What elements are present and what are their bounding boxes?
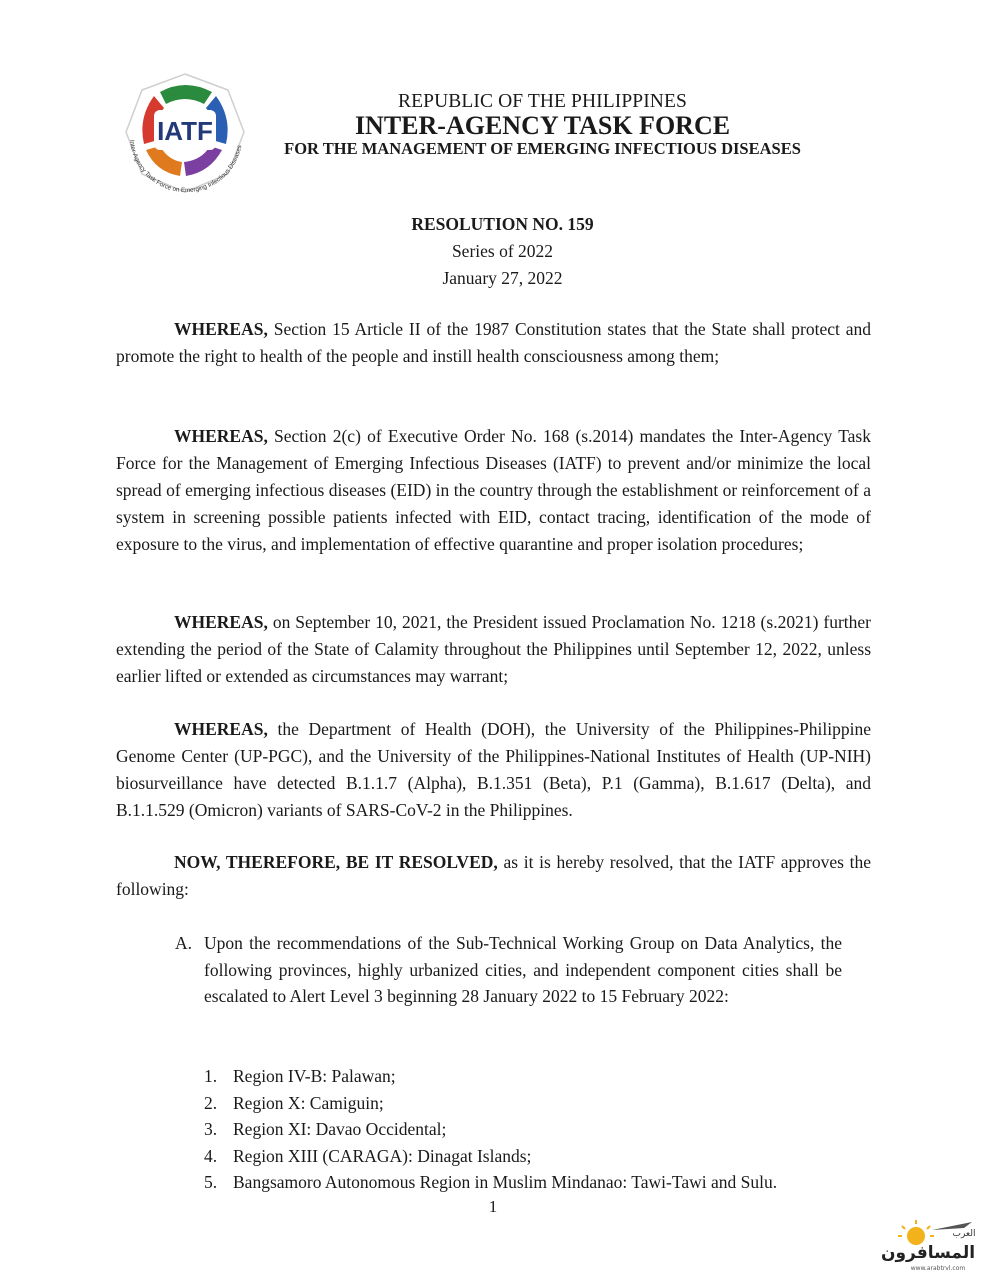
watermark-title-small: العرب (952, 1229, 976, 1239)
item-a-label: A. (175, 933, 193, 953)
list-text: Region IV-B: Palawan; (233, 1066, 396, 1086)
region-list (204, 1063, 777, 1196)
paragraph-text: Section 2(c) of Executive Order No. 168 (s.2014) mandates the Inter-Agency Task Force for the Management of Emerging Infectious Diseases (IATF) to prevent and/or minimize the local spread of emerging infectious diseases (EID) in the country through the establishment or reinforcement of a system in screening possible patients infected with EID, contact tracing, identification of the mode of exposure to the virus, and implementation of effective quarantine and proper isolation procedures; (116, 426, 871, 554)
list-text: Region X: Camiguin; (233, 1092, 384, 1113)
list-text: Bangsamoro Autonomous Region in Muslim Mindanao: Tawi-Tawi and Sulu. (233, 1172, 778, 1192)
resolution-title: RESOLUTION NO. 159 (411, 214, 594, 234)
list-item (204, 1143, 777, 1170)
item-a (175, 930, 842, 1010)
resolution-heading (0, 211, 989, 292)
paragraph-lead: NOW, THEREFORE, BE IT RESOLVED, (174, 852, 498, 872)
whereas-paragraph-2 (116, 423, 871, 558)
whereas-paragraph-1 (116, 316, 871, 370)
header-republic: REPUBLIC OF THE PHILIPPINES (398, 91, 687, 112)
watermark-title: المسافرون (880, 1243, 976, 1263)
resolution-series: Series of 2022 (451, 241, 554, 261)
list-item (204, 1116, 777, 1143)
page-number: 1 (488, 1197, 498, 1216)
whereas-paragraph-3 (116, 609, 871, 690)
whereas-paragraph-4 (116, 716, 871, 824)
iatf-logo (120, 70, 250, 200)
list-number: 2. (204, 1092, 218, 1113)
list-number: 4. (204, 1145, 218, 1166)
list-number: 1. (204, 1066, 218, 1086)
resolution-date: January 27, 2022 (442, 268, 563, 288)
header-agency: INTER-AGENCY TASK FORCE (354, 111, 731, 140)
list-number: 5. (204, 1172, 218, 1192)
item-a-text: Upon the recommendations of the Sub-Technical Working Group on Data Analytics, the following provinces, highly urbanized cities, and independent component cities shall be escalated to Alert Level 3 beginning 28 January 2022 to 15 February 2022: (204, 933, 842, 1006)
list-text: Region XIII (CARAGA): Dinagat Islands; (233, 1145, 532, 1166)
header-mandate: FOR THE MANAGEMENT OF EMERGING INFECTIOUS DISEASES (284, 139, 801, 158)
letterhead (255, 92, 830, 158)
logo-ring-text: Inter-Agency Task Force on Emerging Infectious Diseases (127, 139, 244, 195)
resolved-paragraph (116, 849, 871, 903)
paragraph-text: Section 15 Article II of the 1987 Constitution states that the State shall protect and promote the right to health of the people and instill health consciousness among them; (116, 319, 871, 366)
list-number: 3. (204, 1119, 218, 1139)
watermark-url: www.arabtrvl.com (910, 1265, 966, 1272)
paragraph-text: the Department of Health (DOH), the University of the Philippines-Philippine Genome Center (UP-PGC), and the University of the Philippines-National Institutes of Health (UP-NIH) biosurveillance have detected B.1.1.7 (Alpha), B.1.351 (Beta), P.1 (Gamma), B.1.617 (Delta), and B.1.1.529 (Omicron) variants of SARS-CoV-2 in the Philippines. (116, 719, 871, 820)
paragraph-lead: WHEREAS, (174, 426, 268, 446)
logo-mark-text: IATF (157, 116, 213, 146)
list-item (204, 1090, 777, 1117)
watermark-logo (872, 1206, 982, 1274)
paragraph-lead: WHEREAS, (174, 612, 268, 632)
paragraph-lead: WHEREAS, (174, 319, 268, 339)
paragraph-text: as it is hereby resolved, that the IATF approves the following: (116, 852, 871, 899)
list-item (204, 1169, 777, 1196)
list-text: Region XI: Davao Occidental; (233, 1119, 447, 1139)
paragraph-lead: WHEREAS, (174, 719, 268, 739)
paragraph-text: on September 10, 2021, the President issued Proclamation No. 1218 (s.2021) further extending the period of the State of Calamity throughout the Philippines until September 12, 2022, unless earlier lifted or extended as circumstances may warrant; (116, 612, 871, 686)
list-item (204, 1063, 777, 1090)
